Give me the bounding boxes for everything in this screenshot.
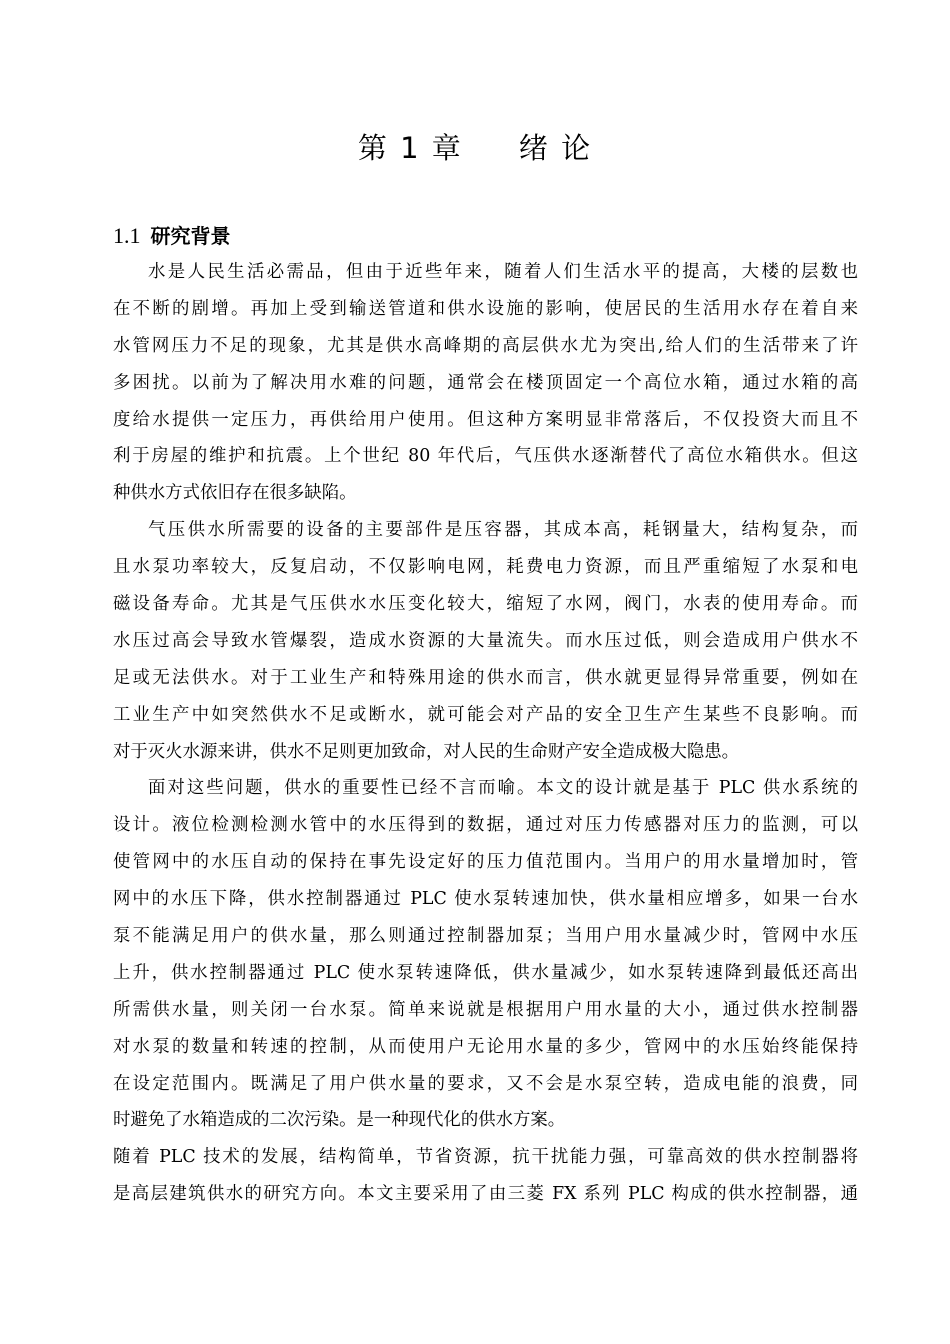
paragraph-line: 对于灭火水源来讲，供水不足则更加致命，对人民的生命财产安全造成极大隐患。	[113, 741, 740, 762]
paragraph-line: 水是人民生活必需品，但由于近些年来，随着人们生活水平的提高，大楼的层数也	[148, 262, 858, 282]
paragraph-line: 上升，供水控制器通过 PLC 使水泵转速降低，供水量减少，如水泵转速降到最低还高出	[113, 962, 858, 983]
paragraph-line: 随着 PLC 技术的发展，结构简单，节省资源，抗干扰能力强，可靠高效的供水控制器将	[113, 1147, 858, 1168]
paragraph-line: 对水泵的数量和转速的控制，从而使用户无论用水量的多少，管网中的水压始终能保持	[113, 1036, 858, 1057]
paragraph-line: 气压供水所需要的设备的主要部件是压容器，其成本高，耗钢量大，结构复杂，而	[148, 520, 858, 541]
paragraph-line: 且水泵功率较大，反复启动，不仅影响电网，耗费电力资源，而且严重缩短了水泵和电	[113, 557, 858, 578]
paragraph-line: 水管网压力不足的现象，尤其是供水高峰期的高层供水尤为突出,给人们的生活带来了许	[113, 335, 858, 356]
paragraph-line: 是高层建筑供水的研究方向。本文主要采用了由三菱 FX 系列 PLC 构成的供水控制器，通	[113, 1184, 858, 1205]
paragraph-line: 网中的水压下降，供水控制器通过 PLC 使水泵转速加快，供水量相应增多，如果一台水	[113, 889, 858, 910]
body-text	[113, 254, 858, 1213]
section-number: 1.1	[113, 223, 141, 248]
chapter-title: 第 1 章 绪 论	[357, 131, 593, 165]
paragraph-line: 利于房屋的维护和抗震。上个世纪 80 年代后，气压供水逐渐替代了高位水箱供水。但这	[113, 446, 858, 467]
paragraph-line: 磁设备寿命。尤其是气压供水水压变化较大，缩短了水网，阀门，水表的使用寿命。而	[113, 594, 858, 615]
paragraph-line: 水压过高会导致水管爆裂，造成水资源的大量流失。而水压过低，则会造成用户供水不	[113, 630, 858, 651]
paragraph-line: 面对这些问题，供水的重要性已经不言而喻。本文的设计就是基于 PLC 供水系统的	[148, 778, 858, 799]
paragraph-line: 泵不能满足用户的供水量，那么则通过控制器加泵；当用户用水量减少时，管网中水压	[113, 926, 858, 947]
paragraph-line: 时避免了水箱造成的二次污染。是一种现代化的供水方案。	[113, 1110, 566, 1131]
paragraph-line: 多困扰。以前为了解决用水难的问题，通常会在楼顶固定一个高位水箱，通过水箱的高	[113, 372, 858, 393]
paragraph-line: 在不断的剧增。再加上受到输送管道和供水设施的影响，使居民的生活用水存在着自来	[113, 298, 858, 319]
paragraph-line: 度给水提供一定压力，再供给用户使用。但这种方案明显非常落后，不仅投资大而且不	[113, 409, 858, 430]
paragraph-line: 设计。液位检测检测水管中的水压得到的数据，通过对压力传感器对压力的监测，可以	[113, 815, 858, 836]
section-heading	[113, 218, 231, 254]
paragraph-line: 在设定范围内。既满足了用户供水量的要求，又不会是水泵空转，造成电能的浪费，同	[113, 1073, 858, 1094]
section-title: 研究背景	[150, 224, 231, 248]
paragraph-line: 足或无法供水。对于工业生产和特殊用途的供水而言，供水就更显得异常重要，例如在	[113, 667, 858, 688]
paragraph-line: 所需供水量，则关闭一台水泵。简单来说就是根据用户用水量的大小，通过供水控制器	[113, 999, 858, 1020]
paragraph-line: 工业生产中如突然供水不足或断水，就可能会对产品的安全卫生产生某些不良影响。而	[113, 704, 858, 725]
paragraph-line: 种供水方式依旧存在很多缺陷。	[113, 483, 357, 504]
paragraph-line: 使管网中的水压自动的保持在事先设定好的压力值范围内。当用户的用水量增加时，管	[113, 852, 858, 873]
